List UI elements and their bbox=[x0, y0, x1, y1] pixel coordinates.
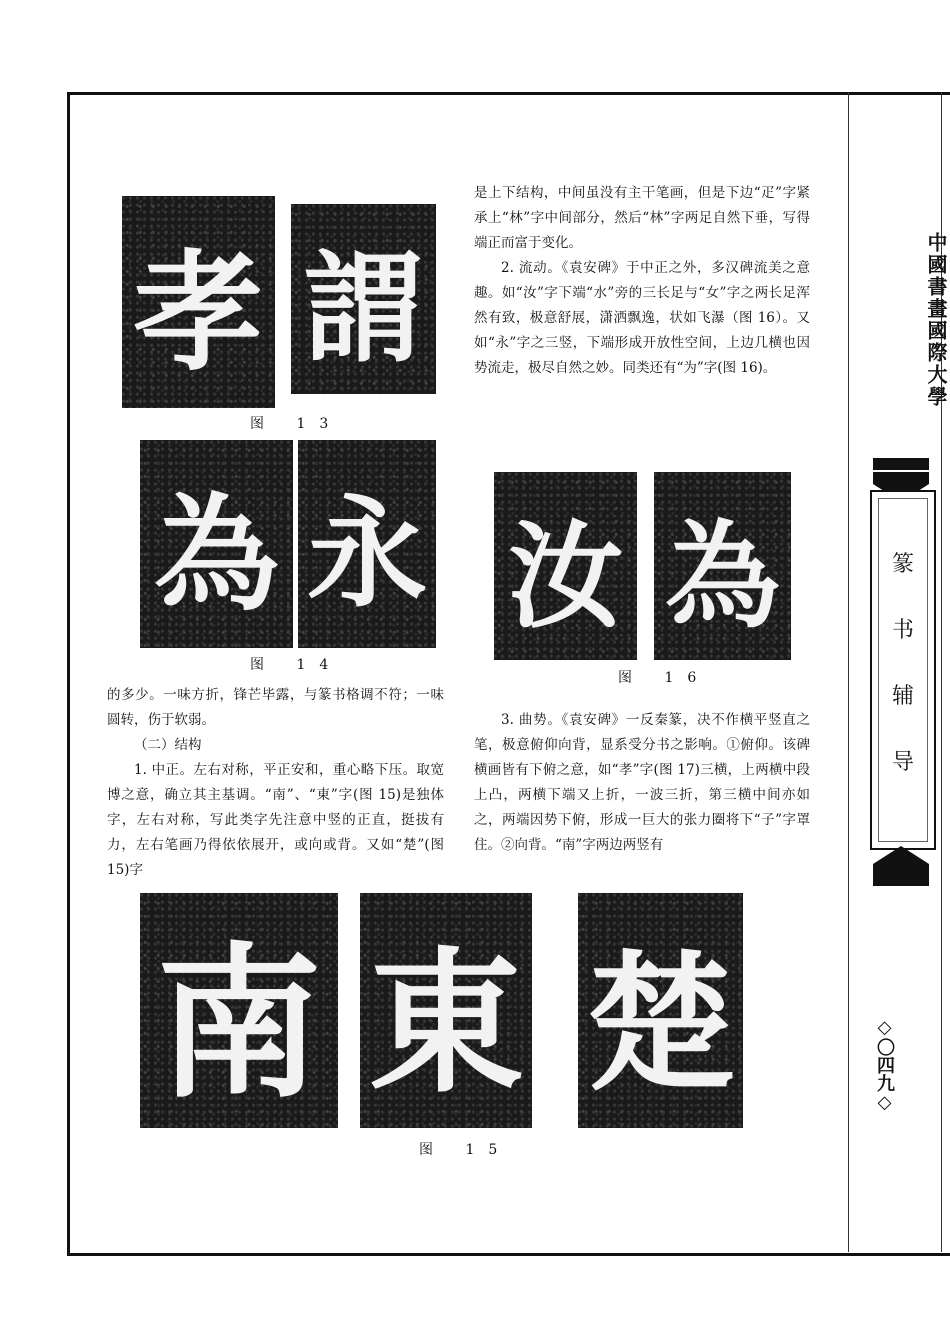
fig16-rubbing-2: 為 bbox=[654, 472, 791, 660]
fig15-rubbing-3: 楚 bbox=[578, 893, 743, 1128]
page-number: ◇〇四九◇ bbox=[874, 1017, 895, 1113]
series-title: 中國書畫國際大學 bbox=[924, 232, 948, 408]
fig14-rubbing-2: 永 bbox=[298, 440, 436, 648]
fig16-rubbing-1: 汝 bbox=[494, 472, 637, 660]
fig15-rubbing-1: 南 bbox=[140, 893, 338, 1128]
paragraph: 3. 曲势。《袁安碑》一反秦篆，决不作横平竖直之笔，极意俯仰向背，显系受分书之影响。①俯仰。该碑横画皆有下俯之意，如“孝”字(图 17)三横，上两横中段上凸，两横下端又上折，一波三折，第三横中间亦如之，两端因势下俯，形成一巨大的张力圈将下“子”字罩住。②向背。“南”字两边两竖有 bbox=[474, 712, 810, 853]
paragraph: 是上下结构，中间虽没有主干笔画，但是下边“疋”字紧承上“林”字中间部分，然后“林”字两足自然下垂，写得端正而富于变化。 bbox=[474, 185, 810, 251]
banner-char-2: 书 bbox=[891, 618, 914, 643]
banner-char-1: 篆 bbox=[891, 552, 914, 577]
banner-top-bar bbox=[873, 458, 929, 470]
fig14-caption: 图 14 bbox=[250, 657, 343, 673]
fig15-rubbing-2: 東 bbox=[360, 893, 532, 1128]
paragraph: 1. 中正。左右对称，平正安和，重心略下压。取宽博之意，确立其主基调。“南”、“東”字(图 15)是独体字，左右对称，写此类字先注意中竖的正直，挺拔有力，左右笔画乃得依依展开，或向或背。又如“楚”(图 15)字 bbox=[107, 762, 444, 878]
banner-char-3: 辅 bbox=[891, 684, 914, 709]
banner-bottom-bar bbox=[873, 874, 929, 886]
banner-char-4: 导 bbox=[891, 750, 914, 775]
section-heading: （二）结构 bbox=[134, 737, 202, 753]
fig13-caption: 图 13 bbox=[250, 416, 343, 432]
fig15-caption: 图 15 bbox=[419, 1142, 512, 1158]
text-right-bottom bbox=[474, 708, 810, 858]
text-left-bottom bbox=[107, 683, 444, 883]
fig14-rubbing-1: 為 bbox=[140, 440, 293, 648]
fig16-caption: 图 16 bbox=[618, 670, 711, 686]
text-right-top bbox=[474, 181, 810, 381]
section-banner bbox=[870, 490, 936, 850]
paragraph: 2. 流动。《袁安碑》于中正之外，多汉碑流美之意趣。如“汝”字下端“水”旁的三长足与“女”字之两长足浑然有致，极意舒展，潇洒飘逸，状如飞瀑（图 16）。又如“永”字之三竖，下端形成开放性空间，上边几横也因势流走，极尽自然之妙。同类还有“为”字(图 16)。 bbox=[474, 260, 810, 376]
fig13-rubbing-2: 謂 bbox=[291, 204, 436, 394]
fig13-rubbing-1: 孝 bbox=[122, 196, 275, 408]
paragraph: 的多少。一味方折，锋芒毕露，与篆书格调不符；一味圆转，伤于软弱。 bbox=[107, 687, 444, 728]
